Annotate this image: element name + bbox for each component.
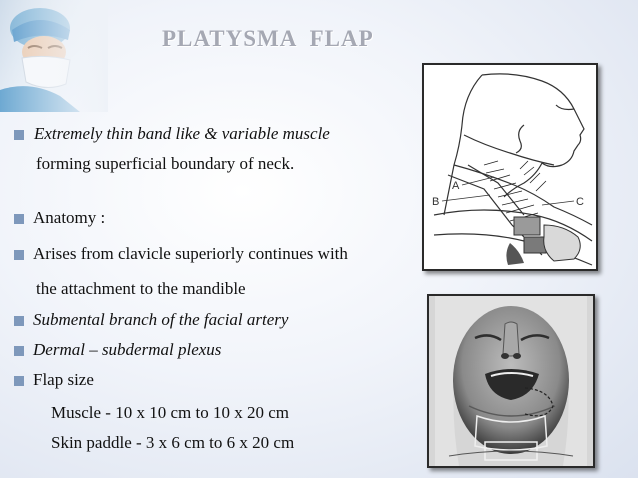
- neck-anatomy-drawing: [422, 63, 598, 271]
- continuation-text: Muscle - 10 x 10 cm to 10 x 20 cm: [51, 403, 289, 422]
- label-a: A: [452, 180, 460, 192]
- label-b: B: [432, 196, 440, 208]
- bullet-text: Dermal – subdermal plexus: [33, 340, 222, 359]
- bullet-text: Submental branch of the facial artery: [33, 310, 289, 329]
- bullet-text: Arises from clavicle superiorly continues with: [33, 244, 348, 263]
- bullet-marker: [14, 130, 24, 140]
- bullet-marker: [14, 316, 24, 326]
- continuation-text: Skin paddle - 3 x 6 cm to 6 x 20 cm: [51, 433, 295, 452]
- surgeon-photo: [0, 0, 108, 112]
- surgeon-illustration: [0, 0, 108, 112]
- bullet-marker: [14, 250, 24, 260]
- bullet-text: Anatomy :: [33, 208, 106, 227]
- neck-anatomy-illustration: [424, 65, 596, 269]
- continuation-text: the attachment to the mandible: [36, 279, 246, 298]
- patient-photo-illustration: [429, 296, 593, 466]
- bullet-text: Flap size: [33, 370, 94, 389]
- slide-title: PLATYSMA FLAP: [162, 26, 374, 51]
- bullet-marker: [14, 376, 24, 386]
- bullet-marker: [14, 346, 24, 356]
- bullet-marker: [14, 214, 24, 224]
- continuation-text: forming superficial boundary of neck.: [36, 154, 295, 173]
- patient-photo: [427, 294, 595, 468]
- label-c: C: [576, 196, 584, 208]
- bullet-text: Extremely thin band like & variable muscle: [34, 124, 330, 143]
